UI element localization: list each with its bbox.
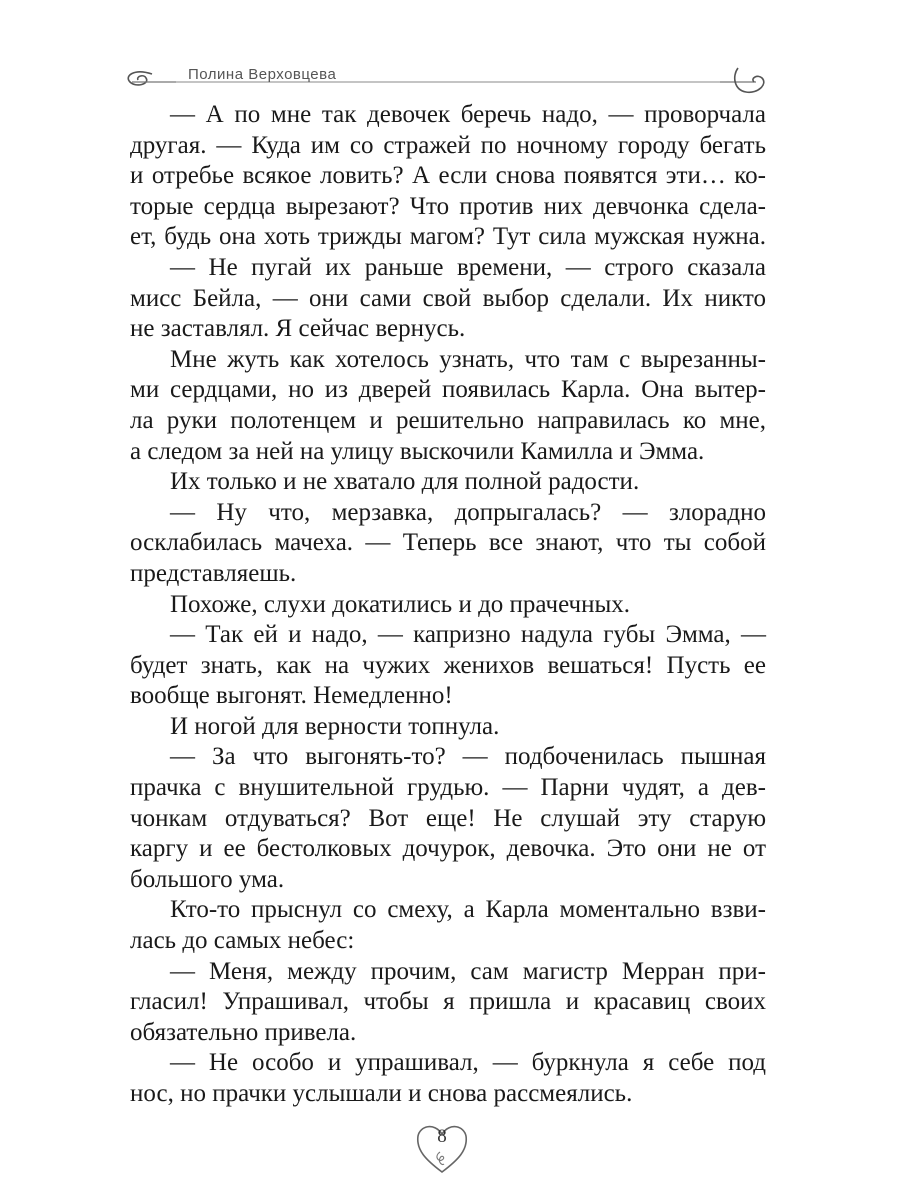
text-line: — Не особо и упрашивал, — буркнула я себе под <box>170 1049 766 1077</box>
text-line: не заставлял. Я сейчас вернусь. <box>130 315 466 343</box>
text-line: — А по мне так девочек беречь надо, — проворчала <box>170 101 766 128</box>
text-line: ми сердцами, но из дверей появилась Карла. Она вытер- <box>130 376 766 404</box>
text-line: мисс Бейла, — они сами свой выбор сделали. Их никто <box>130 284 766 312</box>
page-number: 8 <box>437 1126 447 1147</box>
text-line: Мне жуть как хотелось узнать, что там с вырезанны- <box>170 345 766 373</box>
text-line: Кто-то прыснул со смеху, а Карла моментально взви- <box>170 896 766 924</box>
text-line: — За что выгонять-то? — подбоченилась пышная <box>170 743 766 771</box>
text-line: большого ума. <box>130 865 285 893</box>
text-line: каргу и ее бестолковых дочурок, девочка. Это они не от <box>130 835 766 863</box>
text-line: Их только и не хватало для полной радости. <box>170 468 640 496</box>
text-line: и отребье всякое ловить? А если снова появятся эти… ко- <box>130 162 766 190</box>
text-line: другая. — Куда им со стражей по ночному городу бегать <box>130 131 766 159</box>
text-line: торые сердца вырезают? Что против них девчонка сдела- <box>130 192 766 220</box>
text-line: осклабилась мачеха. — Теперь все знают, что ты собой <box>130 529 766 557</box>
text-line: — Так ей и надо, — капризно надула губы Эмма, — <box>170 621 766 649</box>
text-line: нос, но прачки услышали и снова рассмеялись. <box>130 1080 633 1107</box>
text-line: ла руки полотенцем и решительно направилась ко мне, <box>130 406 766 434</box>
text-line: чонкам отдуваться? Вот еще! Не слушай эту старую <box>130 804 766 832</box>
text-line: представляешь. <box>130 559 297 587</box>
text-line: лась до самых небес: <box>130 927 355 955</box>
text-line: гласил! Упрашивал, чтобы я пришла и красавиц своих <box>130 988 766 1016</box>
page-number-badge <box>412 1118 472 1178</box>
text-line: И ногой для верности топнула. <box>170 712 500 740</box>
text-line: — Не пугай их раньше времени, — строго сказала <box>170 253 766 281</box>
text-line: — Меня, между прочим, сам магистр Мерран при- <box>170 957 766 985</box>
text-line: а следом за ней на улицу выскочили Камилла и Эмма. <box>130 437 705 465</box>
page-body <box>130 100 766 1110</box>
text-line: прачка с внушительной грудью. — Парни чудят, а дев- <box>130 774 766 802</box>
text-line: будет знать, как на чужих женихов вешаться! Пусть ее <box>130 651 766 679</box>
text-line: обязательно привела. <box>130 1018 357 1046</box>
text-line: вообще выгонят. Немедленно! <box>130 682 453 710</box>
author-name: Полина Верховцева <box>188 66 337 83</box>
text-line: ет, будь она хоть трижды магом? Тут сила мужская нужна. <box>130 223 766 251</box>
text-line: — Ну что, мерзавка, допрыгалась? — злорадно <box>170 498 766 526</box>
text-line: Похоже, слухи докатились и до прачечных. <box>170 590 631 618</box>
